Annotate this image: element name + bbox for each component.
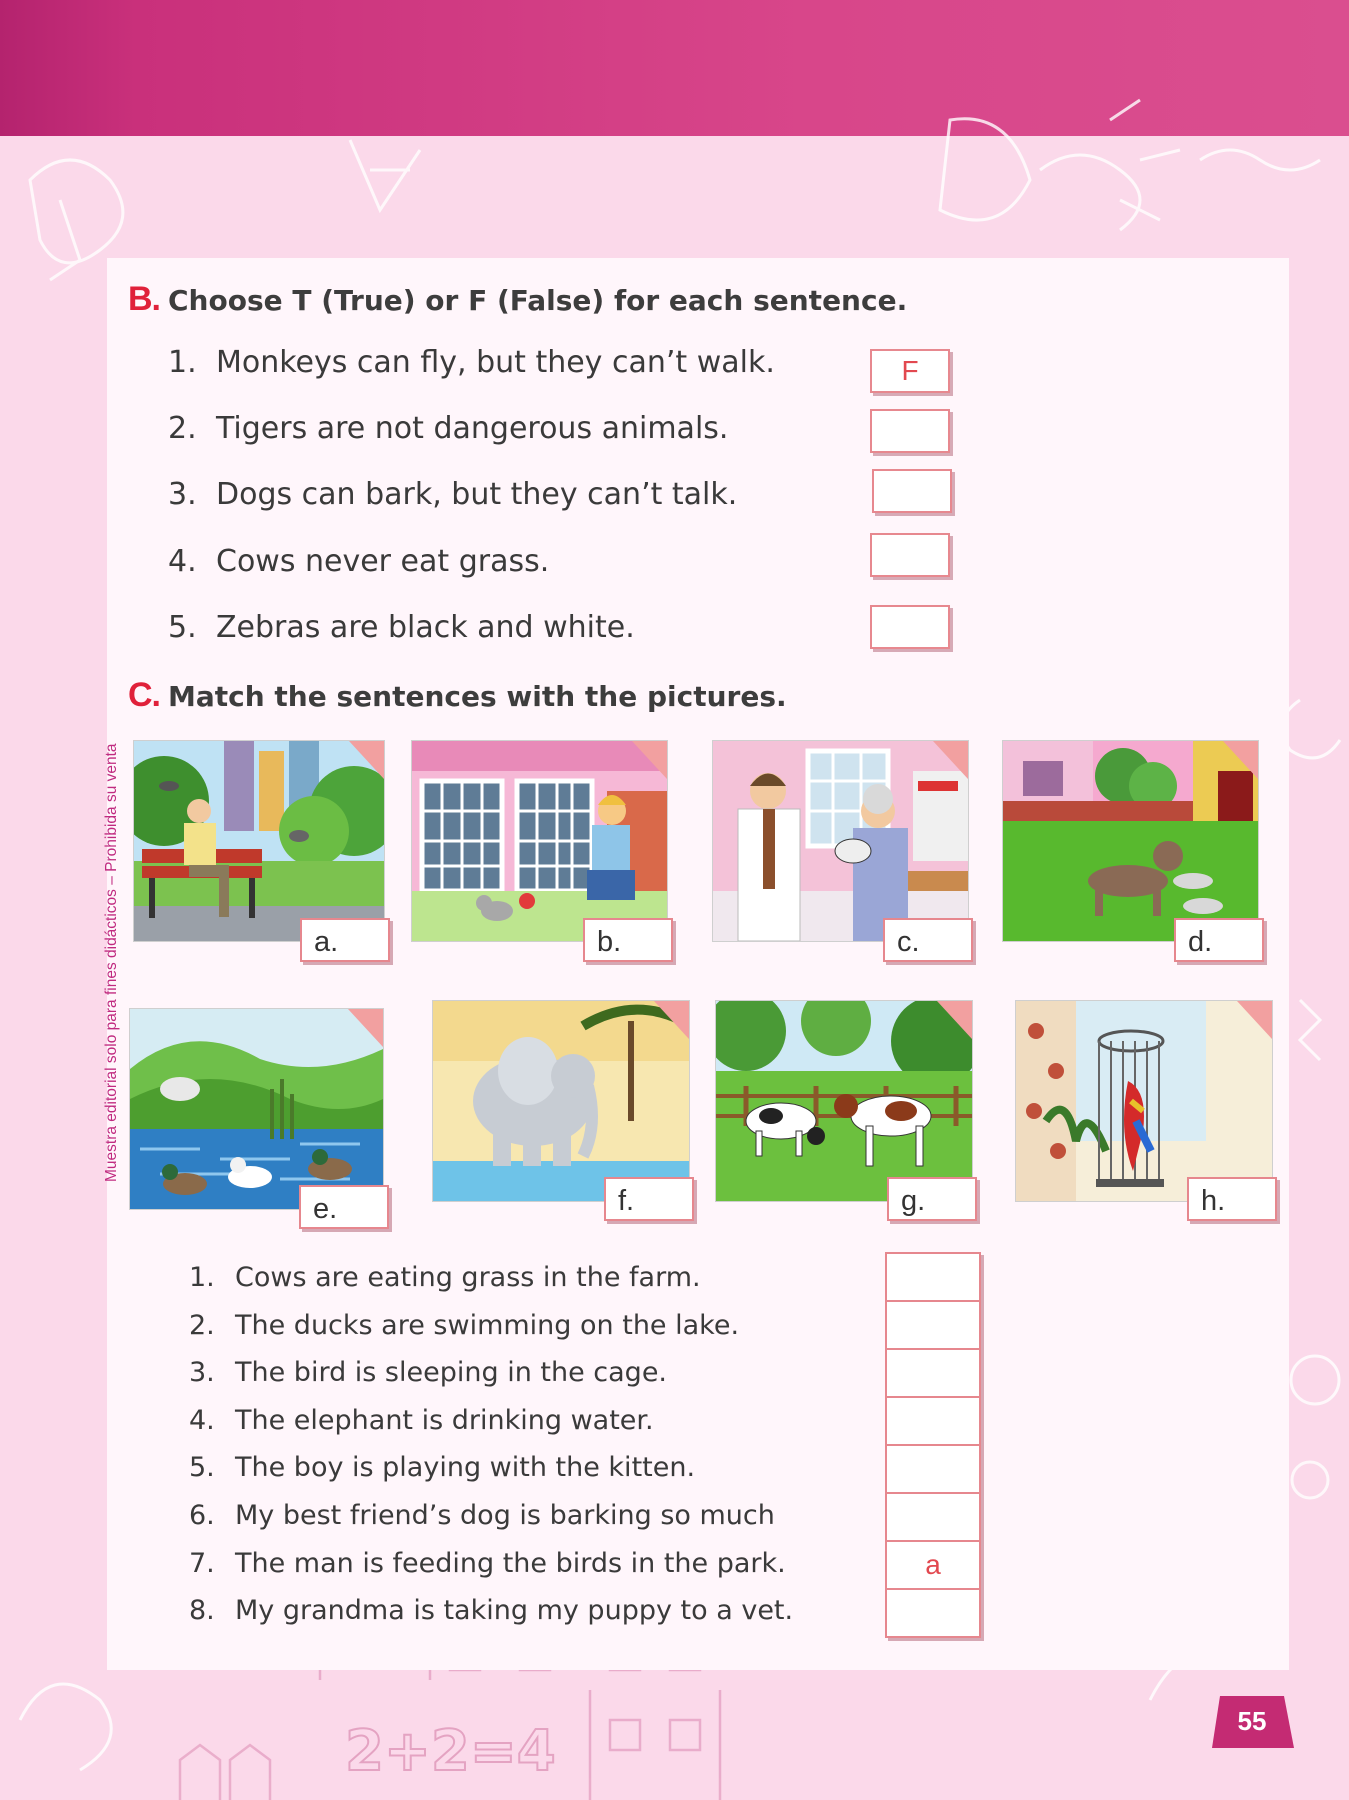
tf-answer-box[interactable]: F [870,349,950,393]
side-note: Muestra editorial solo para fines didácticos – Prohibida su venta [103,743,120,1182]
picture-label: d. [1174,918,1264,962]
picture-label: g. [887,1177,977,1221]
section-c-title: Match the sentences with the pictures. [168,680,787,713]
tf-item: 5. Zebras are black and white. [168,610,635,645]
match-item: 8. My grandma is taking my puppy to a vet. [189,1595,794,1626]
elephant-drinking-picture [432,1000,690,1202]
tf-item: 2. Tigers are not dangerous animals. [168,411,729,446]
cows-eating-grass-picture [715,1000,973,1202]
match-item: 5. The boy is playing with the kitten. [189,1452,696,1483]
section-b-heading [128,280,907,319]
tf-answer-box[interactable] [872,469,952,513]
match-item: 1. Cows are eating grass in the farm. [189,1262,701,1293]
match-answer-box[interactable] [887,1398,979,1446]
section-c-letter: C. [128,676,160,714]
match-item: 6. My best friend’s dog is barking so much [189,1500,775,1531]
tf-item: 3. Dogs can bark, but they can’t talk. [168,477,738,512]
picture-label: a. [300,918,390,962]
tf-item: 4. Cows never eat grass. [168,544,550,579]
match-item: 3. The bird is sleeping in the cage. [189,1357,668,1388]
tf-answer-box[interactable] [870,409,950,453]
dog-barking-garden-picture [1002,740,1259,942]
picture-label: e. [299,1185,389,1229]
picture-label: f. [604,1177,694,1221]
park-man-feeding-birds-picture [133,740,385,942]
section-c-heading [128,676,787,715]
ducks-on-lake-picture [129,1008,384,1210]
section-b-letter: B. [128,280,160,318]
match-answer-box[interactable]: a [887,1542,979,1590]
tf-answer-box[interactable] [870,533,950,577]
picture-label: h. [1187,1177,1277,1221]
match-answer-box[interactable] [887,1254,979,1302]
grandma-at-vet-picture [712,740,969,942]
match-answer-box[interactable] [887,1494,979,1542]
match-answer-column [885,1252,981,1638]
match-item: 4. The elephant is drinking water. [189,1405,654,1436]
boy-playing-with-kitten-picture [411,740,668,942]
parrot-in-cage-picture [1015,1000,1273,1202]
match-answer-box[interactable] [887,1302,979,1350]
match-item: 2. The ducks are swimming on the lake. [189,1310,740,1341]
footer-doodle-text: 2+2=4 [345,1719,556,1784]
page-number: 55 [1237,1706,1267,1736]
match-item: 7. The man is feeding the birds in the park. [189,1548,786,1579]
tf-answer-box[interactable] [870,605,950,649]
tf-item: 1. Monkeys can fly, but they can’t walk. [168,345,775,380]
match-answer-box[interactable] [887,1590,979,1636]
match-answer-box[interactable] [887,1446,979,1494]
match-answer-box[interactable] [887,1350,979,1398]
section-b-title: Choose T (True) or F (False) for each sentence. [168,284,908,317]
picture-label: c. [883,918,973,962]
picture-label: b. [583,918,673,962]
